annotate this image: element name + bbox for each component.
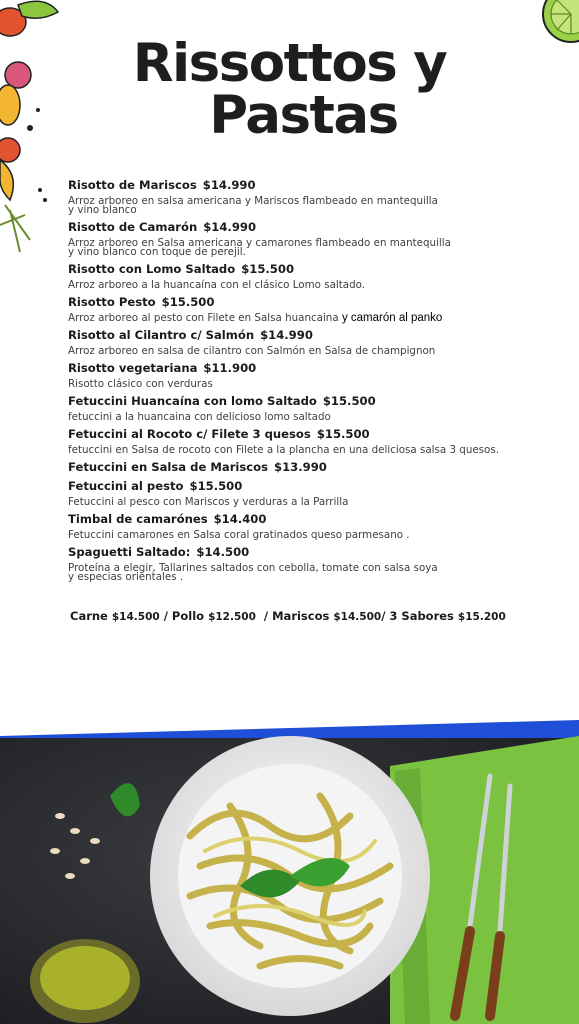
dish-description-line: Arroz arboreo a la huancaína con el clásico Lomo saltado.	[68, 279, 366, 291]
option-separator: /	[381, 609, 390, 623]
dish-description-line: fetuccini en Salsa de rocoto con Filete a la plancha en una deliciosa salsa 3 quesos.	[68, 444, 499, 456]
dish-price: $15.500	[316, 427, 370, 441]
dish-description-extra: y camarón al panko	[341, 312, 443, 324]
dish-name: Fetuccini al Rocoto c/ Filete 3 quesos	[68, 427, 311, 441]
dish-price: $14.990	[203, 220, 257, 234]
dish-description-line: Arroz arboreo en salsa americana y Mariscos flambeado en mantequilla	[68, 195, 438, 207]
dish-description	[68, 380, 568, 389]
dish-description	[68, 531, 568, 540]
dish-name: Risotto de Camarón	[68, 220, 198, 234]
dish-description-line-wrap	[68, 314, 568, 323]
dish-description	[68, 281, 568, 290]
menu-item-name	[68, 394, 568, 409]
dish-description-line: Arroz arboreo en Salsa americana y camarones flambeado en mantequilla	[68, 237, 451, 249]
dish-name: Fetuccini al pesto	[68, 479, 184, 493]
menu-item-name	[68, 178, 568, 193]
dish-price: $11.900	[203, 361, 257, 375]
dish-name: Fetuccini en Salsa de Mariscos	[68, 460, 269, 474]
dish-description	[68, 446, 568, 455]
dish-description-line: Proteína a elegir, Tallarines saltados con cebolla, tomate con salsa soya	[68, 562, 438, 574]
menu-item-name	[68, 262, 568, 277]
dish-description-line: y vino blanco	[68, 204, 137, 216]
dish-description	[68, 197, 568, 215]
menu-item-name	[68, 427, 568, 442]
option-label: 3 Sabores	[389, 609, 454, 623]
menu-item-name	[68, 328, 568, 343]
dish-name: Risotto al Cilantro c/ Salmón	[68, 328, 255, 342]
option-separator: /	[255, 609, 273, 623]
menu-item-name	[68, 545, 568, 560]
dish-name: Timbal de camarónes	[68, 512, 208, 526]
dish-description-line: Arroz arboreo en salsa de cilantro con Salmón en Salsa de champignon	[68, 345, 436, 357]
option-price: $12.500	[208, 611, 256, 623]
dish-price: $15.500	[161, 295, 215, 309]
dish-name: Spaguetti Saltado:	[68, 545, 191, 559]
option-separator: /	[159, 609, 172, 623]
menu-list	[68, 178, 568, 587]
menu-item-name	[68, 460, 568, 475]
page-title-line2: Pastas	[209, 85, 398, 146]
menu-item-name	[68, 361, 568, 376]
dish-description	[68, 564, 568, 582]
dish-price: $14.990	[202, 178, 256, 192]
dish-price: $15.500	[189, 479, 243, 493]
option-label: Mariscos	[272, 609, 330, 623]
page-title-line1: Rissottos y	[132, 33, 447, 94]
dish-price: $14.990	[260, 328, 313, 342]
dish-price: $14.500	[196, 545, 250, 559]
dish-price: $13.990	[274, 460, 327, 474]
dish-name: Risotto Pesto	[68, 295, 156, 309]
dish-description-line: Risotto clásico con verduras	[68, 378, 213, 390]
dish-description	[68, 314, 568, 323]
menu-item-name	[68, 479, 568, 494]
dish-price: $15.500	[241, 262, 295, 276]
spaguetti-protein-options	[70, 609, 506, 623]
menu-item-name	[68, 512, 568, 527]
menu-item-name	[68, 220, 568, 235]
dish-description	[68, 498, 568, 507]
dish-description-line: Fetuccini camarones en Salsa coral gratinados queso parmesano .	[68, 529, 410, 541]
dish-name: Risotto vegetariana	[68, 361, 198, 375]
dish-description-line: fetuccini a la huancaina con delicioso lomo saltado	[68, 411, 331, 423]
option-price: $14.500	[111, 611, 160, 623]
dish-description	[68, 239, 568, 257]
dish-description	[68, 347, 568, 356]
dish-name: Risotto de Mariscos	[68, 178, 197, 192]
menu-item-name	[68, 295, 568, 310]
option-label: Carne	[70, 609, 108, 623]
dish-description-text: Arroz arboreo al pesto con Filete en Salsa huancaina	[68, 312, 339, 324]
dish-price: $14.400	[213, 512, 267, 526]
option-label: Pollo	[171, 609, 205, 623]
dish-name: Risotto con Lomo Saltado	[68, 262, 236, 276]
dish-description-line: Fetuccini al pesco con Mariscos y verduras a la Parrilla	[68, 496, 349, 508]
option-price: $15.200	[457, 611, 506, 623]
fettuccine-pesto-photo	[0, 716, 579, 1024]
page-title	[0, 33, 579, 146]
option-price: $14.500	[333, 611, 382, 623]
dish-description	[68, 413, 568, 422]
dish-price: $15.500	[322, 394, 376, 408]
dish-name: Fetuccini Huancaína con lomo Saltado	[68, 394, 317, 408]
dish-description-line: y especias orientales .	[68, 571, 184, 583]
dish-description-line: y vino blanco con toque de perejil.	[68, 246, 246, 258]
